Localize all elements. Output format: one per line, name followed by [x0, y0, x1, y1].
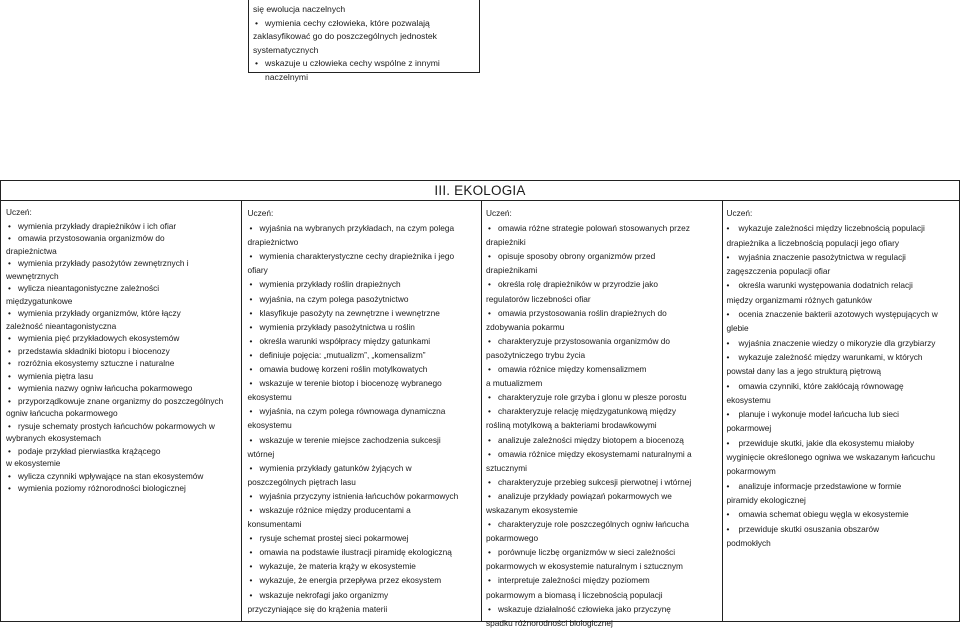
list-item-continuation: pokarmowych w ekosystemie naturalnym i sztucznym [486, 561, 683, 572]
list-item: • przyporządkowuje znane organizmy do poszczególnych [6, 395, 237, 408]
list-item: • wyjaśnia przyczyny istnienia łańcuchów pokarmowych [248, 489, 478, 503]
list-item-continuation: konsumentami [247, 519, 302, 530]
list-item: • analizuje informacje przedstawione w formie [727, 479, 956, 493]
list-item: • wyjaśnia, na czym polega pasożytnictwo [248, 292, 478, 306]
requirements-list [727, 221, 956, 550]
list-item: • określa warunki występowania dodatnich relacji [727, 278, 956, 292]
list-item: • przewiduje skutki osuszania obszarów [727, 522, 956, 536]
list-item: • wymienia nazwy ogniw łańcucha pokarmowego [6, 382, 237, 395]
list-item: • wskazuje różnice między producentami a [248, 503, 478, 517]
list-item-continuation: wyginięcie określonego ogniwa we wskazanym łańcuchu [726, 452, 935, 463]
list-item: • określa rolę drapieżników w przyrodzie jako [486, 277, 718, 291]
list-item: • omawia budowę korzeni roślin motylkowatych [248, 362, 478, 376]
list-item: • omawia przystosowania roślin drapieżnych do [486, 306, 718, 320]
list-item: • podaje przykład pierwiastka krążącego [6, 445, 237, 458]
list-item: • wymienia charakterystyczne cechy drapieżnika i jego [248, 249, 478, 263]
list-item: • planuje i wykonuje model łańcucha lub sieci [727, 407, 956, 421]
list-item-continuation: zdobywania pokarmu [486, 321, 565, 332]
list-item-continuation: między organizmami różnych gatunków [726, 294, 872, 305]
list-item-continuation: wtórnej [247, 448, 275, 459]
column-grade-4 [723, 201, 960, 621]
list-item: • interpretuje zależności między poziomem [486, 573, 718, 587]
list-item-continuation: podmokłych [726, 537, 771, 548]
list-item: • rysuje schemat prostej sieci pokarmowej [248, 531, 478, 545]
list-item: • wyjaśnia znaczenie wiedzy o mikoryzie dla grzybiarzy [727, 336, 956, 350]
list-item: • wykazuje, że materia krąży w ekosystemie [248, 559, 478, 573]
list-item: • analizuje zależności między biotopem a biocenozą [486, 433, 718, 447]
list-item: • omawia przystosowania organizmów do [6, 232, 237, 245]
requirements-list [6, 220, 237, 495]
requirements-columns [1, 201, 959, 628]
list-item: • wymienia poziomy różnorodności biologicznej [6, 482, 237, 495]
list-item-continuation: glebie [726, 323, 749, 334]
section-title: III. EKOLOGIA [1, 181, 959, 201]
requirements-list [248, 221, 478, 616]
list-item-continuation: sztucznymi [486, 462, 528, 473]
list-item: • omawia różne strategie polowań stosowanych przez [486, 221, 718, 235]
list-item-continuation: międzygatunkowe [6, 295, 73, 306]
list-item: • wylicza czynniki wpływające na stan ekosystemów [6, 470, 237, 483]
list-item: • analizuje przykłady powiązań pokarmowych we [486, 489, 718, 503]
list-item-continuation: zależność nieantagonistyczna [6, 320, 117, 331]
list-item: • wskazuje w terenie miejsce zachodzenia sukcesji [248, 433, 478, 447]
list-item: • omawia czynniki, które zakłócają równowagę [727, 379, 956, 393]
list-item: • omawia na podstawie ilustracji piramidę ekologiczną [248, 545, 478, 559]
list-item: • wymienia przykłady organizmów, które łączy [6, 307, 237, 320]
list-item: • klasyfikuje pasożyty na zewnętrzne i wewnętrzne [248, 306, 478, 320]
list-item: • wymienia przykłady pasożytów zewnętrznych i [6, 257, 237, 270]
list-item: • omawia schemat obiegu węgla w ekosystemie [727, 507, 956, 521]
list-item: • wskazuje działalność człowieka jako przyczynę [486, 602, 718, 616]
list-item: • wykazuje zależność między warunkami, w których [727, 350, 956, 364]
list-item-continuation: spadku różnorodności biologicznej [486, 617, 613, 628]
list-item-continuation: pokarmowego [486, 533, 539, 544]
list-item-continuation: powstał dany las a jego strukturą piętrową [726, 366, 881, 377]
list-item: • charakteryzuje relację międzygatunkową między [486, 404, 718, 418]
list-item: • przewiduje skutki, jakie dla ekosystemu miałoby [727, 436, 956, 450]
list-item: • wymienia piętra lasu [6, 370, 237, 383]
list-item: • charakteryzuje przystosowania organizmów do [486, 334, 718, 348]
list-item: • wyjaśnia na wybranych przykładach, na czym polega [248, 221, 478, 235]
list-item: • charakteryzuje role grzyba i glonu w plesze porostu [486, 390, 718, 404]
list-item: • wykazuje, że energia przepływa przez ekosystem [248, 573, 478, 587]
list-item-continuation: rośliną motylkową a bakteriami brodawkowymi [486, 420, 657, 431]
list-item-continuation: ekosystemu [247, 420, 292, 431]
list-item-continuation: pasożytniczego trybu życia [486, 349, 586, 360]
list-item-continuation: drapieżnictwa [6, 245, 57, 256]
list-item-continuation: zagęszczenia populacji ofiar [726, 266, 831, 277]
list-item-continuation: pokarmowej [726, 423, 772, 434]
list-item: • rozróżnia ekosystemy sztuczne i naturalne [6, 357, 237, 370]
requirements-list [486, 221, 718, 630]
list-item: • wyjaśnia, na czym polega równowaga dynamiczna [248, 404, 478, 418]
list-item: • definiuje pojęcia: „mutualizm”, „komensalizm” [248, 348, 478, 362]
list-item: • wymienia cechy człowieka, które pozwalają [253, 17, 475, 31]
list-item: • ocenia znaczenie bakterii azotowych występujących w [727, 307, 956, 321]
list-item-continuation: w ekosystemie [6, 458, 61, 468]
list-item-continuation: wskazanym ekosystemie [486, 504, 578, 515]
list-item: • wykazuje zależności między liczebnością populacji [727, 221, 956, 235]
list-item-continuation: ogniw łańcucha pokarmowego [6, 408, 118, 418]
list-item: • wymienia przykłady pasożytnictwa u roślin [248, 320, 478, 334]
list-item: • wylicza nieantagonistyczne zależności [6, 282, 237, 295]
list-item: • wymienia przykłady drapieżników i ich ofiar [6, 220, 237, 233]
list-item: • wskazuje u człowieka cechy wspólne z innymi naczelnymi [253, 57, 475, 84]
column-header: Uczeń: [726, 208, 753, 218]
list-item: • charakteryzuje przebieg sukcesji pierwotnej i wtórnej [486, 475, 718, 489]
column-grade-2 [242, 201, 483, 621]
list-item-continuation: drapieżnikami [486, 265, 538, 276]
list-item: • porównuje liczbę organizmów w sieci zależności [486, 545, 718, 559]
list-item-continuation: drapieżniki [486, 237, 526, 248]
list-item: • wyjaśnia znaczenie pasożytnictwa w regulacji [727, 250, 956, 264]
list-item-continuation: wewnętrznych [6, 270, 59, 281]
list-item-continuation: przyczyniające się do krążenia materii [247, 603, 388, 614]
list-item: • wskazuje w terenie biotop i biocenozę wybranego [248, 376, 478, 390]
list-item-continuation: a mutualizmem [486, 378, 543, 389]
list-item: • wskazuje nekrofagi jako organizmy [248, 588, 478, 602]
list-item-continuation: ofiary [247, 265, 268, 276]
list-item-continuation: ekosystemu [726, 394, 771, 405]
list-item: • rysuje schematy prostych łańcuchów pokarmowych w [6, 420, 237, 433]
ecology-section-table [0, 180, 960, 628]
list-item-continuation: poszczególnych piętrach lasu [247, 476, 356, 487]
list-item: • wymienia przykłady gatunków żyjących w [248, 461, 478, 475]
list-item-continuation: ekosystemu [247, 392, 292, 403]
list-item: • charakteryzuje role poszczególnych ogniw łańcucha [486, 517, 718, 531]
list-item-continuation: drapieżnictwo [247, 237, 299, 248]
top-fragment-box [248, 0, 480, 82]
list-item: • wymienia przykłady roślin drapieżnych [248, 277, 478, 291]
list-item-continuation: regulatorów liczebności ofiar [486, 293, 591, 304]
list-item-continuation: pokarmowym a biomasą i liczebnością populacji [486, 589, 663, 600]
list-item: • przedstawia składniki biotopu i biocenozy [6, 345, 237, 358]
list-item: • wymienia pięć przykładowych ekosystemów [6, 332, 237, 345]
list-item: • określa warunki współpracy między gatunkami [248, 334, 478, 348]
column-header: Uczeń: [247, 208, 274, 218]
list-item-continuation: pokarmowym [726, 466, 776, 477]
list-item-continuation: zaklasyfikować go do poszczególnych jednostek [253, 31, 437, 42]
column-header: Uczeń: [486, 208, 512, 218]
top-fragment-list [253, 3, 475, 85]
list-item-continuation: się ewolucja naczelnych [253, 4, 346, 14]
list-item: • omawia różnice między ekosystemami naturalnymi a [486, 447, 718, 461]
column-grade-3 [482, 201, 723, 628]
column-grade-1 [1, 201, 242, 621]
list-item: • opisuje sposoby obrony organizmów przed [486, 249, 718, 263]
list-item-continuation: wybranych ekosystemach [6, 433, 101, 443]
list-item: • omawia różnice między komensalizmem [486, 362, 718, 376]
column-header: Uczeń: [6, 207, 32, 217]
list-item-continuation: systematycznych [253, 44, 319, 55]
list-item-continuation: piramidy ekologicznej [726, 494, 806, 505]
list-item-continuation: drapieżnika a liczebnością populacji jego ofiary [726, 237, 899, 248]
